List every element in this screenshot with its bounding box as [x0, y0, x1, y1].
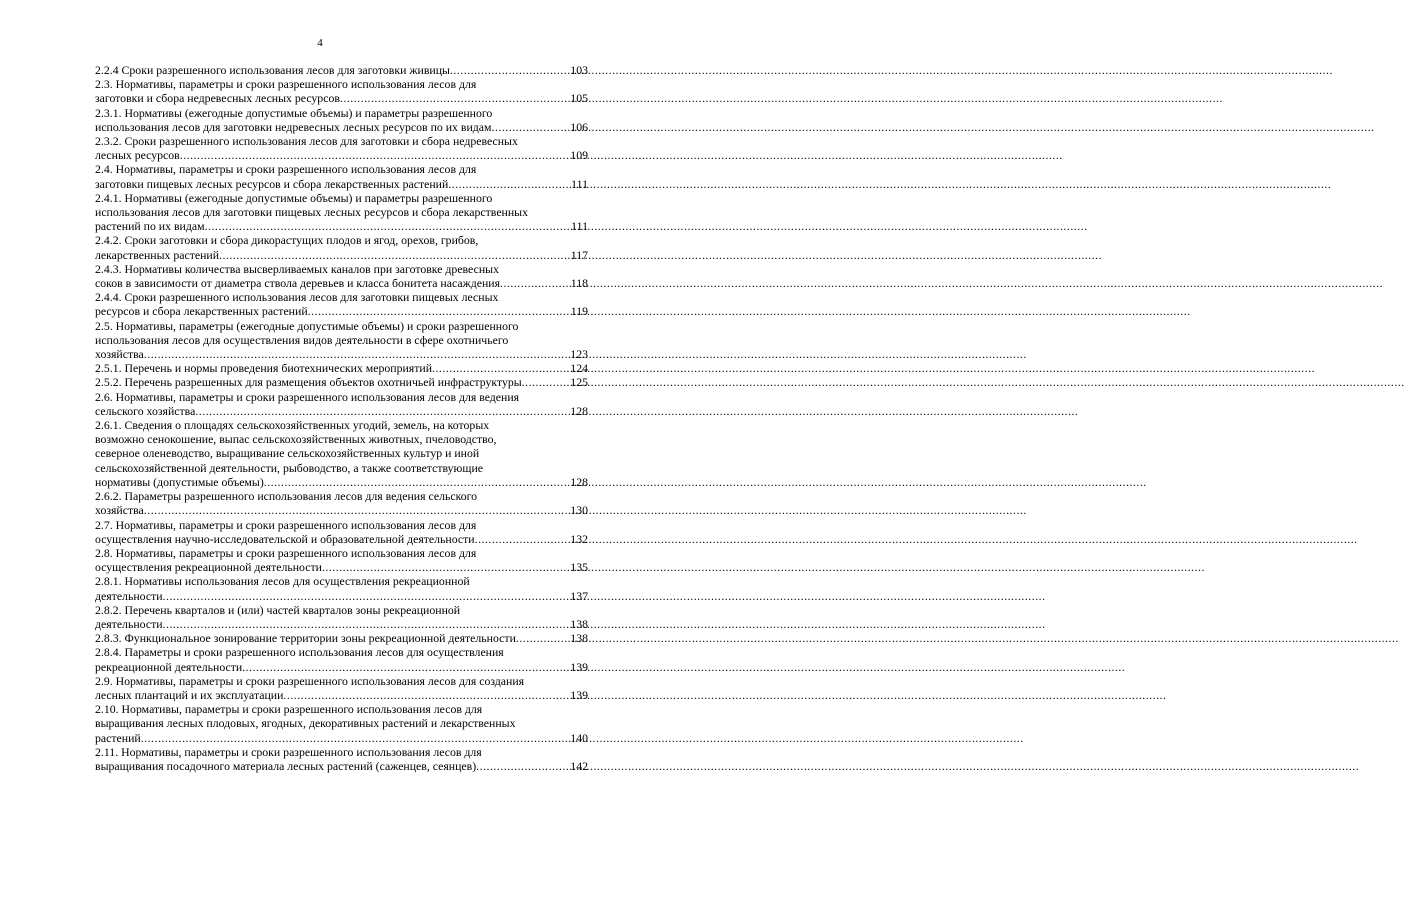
- toc-entry-text: хозяйства: [95, 503, 144, 518]
- toc-entry-text: возможно сенокошение, выпас сельскохозяйственных животных, пчеловодство,: [95, 432, 497, 447]
- dot-leader: [163, 589, 569, 603]
- toc-page-number: 109: [570, 148, 588, 163]
- toc-entry-text: нормативы (допустимые объемы): [95, 474, 264, 489]
- dot-leader: [144, 503, 569, 517]
- toc-entry-text: выращивания посадочного материала лесных растений (саженцев, сеянцев): [95, 758, 477, 773]
- toc-entry-text: выращивания лесных плодовых, ягодных, декоративных растений и лекарственных: [95, 716, 516, 731]
- toc-entry-text: соков в зависимости от диаметра ствола деревьев и класса бонитета насаждения: [95, 276, 501, 291]
- toc-entry-text: 2.8.3. Функциональное зонирование территории зоны рекреационной деятельности: [95, 631, 516, 646]
- toc-entry-text: осуществления научно-исследовательской и образовательной деятельности: [95, 531, 475, 546]
- dot-leader: [432, 361, 568, 375]
- toc-entry-text: 2.8.1. Нормативы использования лесов для осуществления рекреационной: [95, 574, 470, 589]
- toc-entry[interactable]: [95, 106, 588, 134]
- toc-entry[interactable]: [95, 361, 588, 375]
- toc-entry-text: осуществления рекреационной деятельности: [95, 560, 322, 575]
- toc-entry[interactable]: [95, 233, 588, 261]
- toc-page-number: 132: [570, 531, 588, 546]
- dot-leader: [450, 63, 568, 77]
- toc-entry-text: лесных ресурсов: [95, 148, 180, 163]
- toc-entry[interactable]: [95, 518, 588, 546]
- dot-leader: [180, 148, 569, 162]
- toc-page-number: 135: [570, 560, 588, 575]
- toc-entry-text: 2.2.4 Сроки разрешенного использования лесов для заготовки живицы: [95, 63, 450, 77]
- toc-entry[interactable]: [95, 134, 588, 162]
- toc-page-number: 128: [570, 474, 588, 489]
- toc-entry[interactable]: [95, 645, 588, 673]
- toc-page-number: 103: [570, 63, 588, 77]
- toc-page-number: 138: [570, 616, 588, 631]
- toc-entry-text: 2.5. Нормативы, параметры (ежегодные допустимые объемы) и сроки разрешенного: [95, 318, 519, 333]
- dot-leader: [242, 660, 568, 674]
- toc-entry-text: растений по их видам: [95, 219, 205, 234]
- toc-entry-text: 2.9. Нормативы, параметры и сроки разрешенного использования лесов для создания: [95, 673, 525, 688]
- toc-entry-text: использования лесов для заготовки недревесных лесных ресурсов по их видам: [95, 119, 492, 134]
- toc-entry-text: деятельности: [95, 588, 163, 603]
- toc-page-number: 124: [570, 361, 588, 376]
- dot-leader: [340, 91, 568, 105]
- toc-page-number: 118: [570, 276, 588, 291]
- toc-entry-text: лекарственных растений: [95, 247, 220, 262]
- toc-entry[interactable]: [95, 674, 588, 702]
- dot-leader: [283, 688, 568, 702]
- toc-entry-text: лесных плантаций и их эксплуатации: [95, 687, 284, 702]
- toc-entry-text: 2.3.2. Сроки разрешенного использования лесов для заготовки и сбора недревесных: [95, 134, 518, 149]
- toc-entry-text: 2.4.3. Нормативы количества высверливаемых каналов при заготовке древесных: [95, 261, 499, 276]
- dot-leader: [144, 347, 569, 361]
- toc-entry-text: 2.7. Нормативы, параметры и сроки разрешенного использования лесов для: [95, 517, 477, 532]
- dot-leader: [516, 631, 568, 645]
- toc-page-number: 105: [570, 91, 588, 106]
- toc-entry[interactable]: [95, 603, 588, 631]
- toc-entry-text: 2.8.4. Параметры и сроки разрешенного использования лесов для осуществления: [95, 645, 504, 660]
- dot-leader: [308, 304, 569, 318]
- toc-entry-text: северное оленеводство, выращивание сельскохозяйственных культур и иной: [95, 446, 480, 461]
- toc-entry[interactable]: [95, 77, 588, 105]
- dot-leader: [205, 219, 570, 233]
- toc-entry[interactable]: [95, 574, 588, 602]
- toc-entry-text: сельского хозяйства: [95, 403, 196, 418]
- toc-entry[interactable]: [95, 418, 588, 489]
- toc-page-number: 130: [570, 503, 588, 518]
- toc-page-number: 139: [570, 659, 588, 674]
- toc-entry-text: 2.3.1. Нормативы (ежегодные допустимые объемы) и параметры разрешенного: [95, 105, 493, 120]
- dot-leader: [141, 731, 569, 745]
- toc-entry[interactable]: [95, 63, 588, 77]
- toc-entry-text: 2.8. Нормативы, параметры и сроки разрешенного использования лесов для: [95, 545, 477, 560]
- dot-leader: [476, 759, 568, 773]
- toc-entry-text: 2.4.1. Нормативы (ежегодные допустимые объемы) и параметры разрешенного: [95, 190, 493, 205]
- toc-entry[interactable]: [95, 390, 588, 418]
- toc-entry-text: 2.3. Нормативы, параметры и сроки разрешенного использования лесов для: [95, 77, 477, 92]
- toc-page-number: 106: [570, 119, 588, 134]
- toc-entry-text: использования лесов для заготовки пищевых лесных ресурсов и сбора лекарственных: [95, 205, 528, 220]
- dot-leader: [264, 475, 569, 489]
- toc-entry-text: 2.4.4. Сроки разрешенного использования лесов для заготовки пищевых лесных: [95, 290, 499, 305]
- toc-entry[interactable]: [95, 631, 588, 645]
- toc-entry-text: растений: [95, 730, 141, 745]
- toc-entry-text: 2.5.1. Перечень и нормы проведения биотехнических мероприятий: [95, 361, 433, 376]
- toc-entry-text: 2.6.1. Сведения о площадях сельскохозяйственных угодий, земель, на которых: [95, 418, 490, 433]
- toc-entry-text: рекреационной деятельности: [95, 659, 243, 674]
- toc-entry-text: 2.6. Нормативы, параметры и сроки разрешенного использования лесов для ведения: [95, 389, 520, 404]
- toc-page-number: 123: [570, 347, 588, 362]
- toc-page-number: 111: [571, 176, 588, 191]
- dot-leader: [219, 248, 569, 262]
- toc-entry[interactable]: [95, 319, 588, 362]
- toc-entry[interactable]: [95, 375, 588, 389]
- toc-page-number: 117: [570, 247, 588, 262]
- toc-entry[interactable]: [95, 489, 588, 517]
- toc-entry-text: 2.4.2. Сроки заготовки и сбора дикорастущих плодов и ягод, орехов, грибов,: [95, 233, 479, 248]
- toc-page-number: 119: [570, 304, 588, 319]
- dot-leader: [492, 120, 569, 134]
- toc-page-number: 140: [570, 730, 588, 745]
- toc-page-number: 137: [570, 588, 588, 603]
- toc-entry-text: использования лесов для осуществления видов деятельности в сфере охотничьего: [95, 332, 509, 347]
- dot-leader: [522, 375, 569, 389]
- toc-page-number: 138: [570, 631, 588, 646]
- toc-entry-text: 2.11. Нормативы, параметры и сроки разрешенного использования лесов для: [95, 744, 482, 759]
- dot-leader: [500, 276, 569, 290]
- toc-entry[interactable]: [95, 745, 588, 773]
- toc-entry-text: заготовки и сбора недревесных лесных ресурсов: [95, 91, 340, 106]
- toc-entry[interactable]: [95, 290, 588, 318]
- toc-entry[interactable]: [95, 191, 588, 234]
- dot-leader: [448, 177, 569, 191]
- toc-entry-text: хозяйства: [95, 347, 144, 362]
- dot-leader: [475, 532, 569, 546]
- toc-page-number: 128: [570, 403, 588, 418]
- toc-entry-text: 2.6.2. Параметры разрешенного использования лесов для ведения сельского: [95, 489, 478, 504]
- toc-page-number: 125: [570, 375, 588, 390]
- toc-entry-text: заготовки пищевых лесных ресурсов и сбора лекарственных растений: [95, 176, 449, 191]
- toc-entry-text: деятельности: [95, 616, 163, 631]
- toc-entry-text: 2.5.2. Перечень разрешенных для размещения объектов охотничьей инфраструктуры: [95, 375, 522, 390]
- toc-entry-text: 2.8.2. Перечень кварталов и (или) частей кварталов зоны рекреационной: [95, 602, 461, 617]
- toc-entry[interactable]: [95, 702, 588, 745]
- dot-leader: [163, 617, 569, 631]
- table-of-contents: [95, 63, 588, 773]
- dot-leader: [322, 560, 568, 574]
- toc-entry-text: ресурсов и сбора лекарственных растений: [95, 304, 308, 319]
- toc-page-number: 142: [570, 758, 588, 773]
- toc-entry-text: сельскохозяйственной деятельности, рыбоводство, а также соответствующие: [95, 460, 484, 475]
- toc-entry[interactable]: [95, 262, 588, 290]
- toc-page-number: 111: [571, 219, 588, 234]
- toc-entry[interactable]: [95, 162, 588, 190]
- dot-leader: [195, 404, 568, 418]
- toc-entry-text: 2.4. Нормативы, параметры и сроки разрешенного использования лесов для: [95, 162, 477, 177]
- page-number: 4: [317, 37, 323, 49]
- toc-page-number: 139: [570, 687, 588, 702]
- toc-entry[interactable]: [95, 546, 588, 574]
- toc-entry-text: 2.10. Нормативы, параметры и сроки разрешенного использования лесов для: [95, 702, 483, 717]
